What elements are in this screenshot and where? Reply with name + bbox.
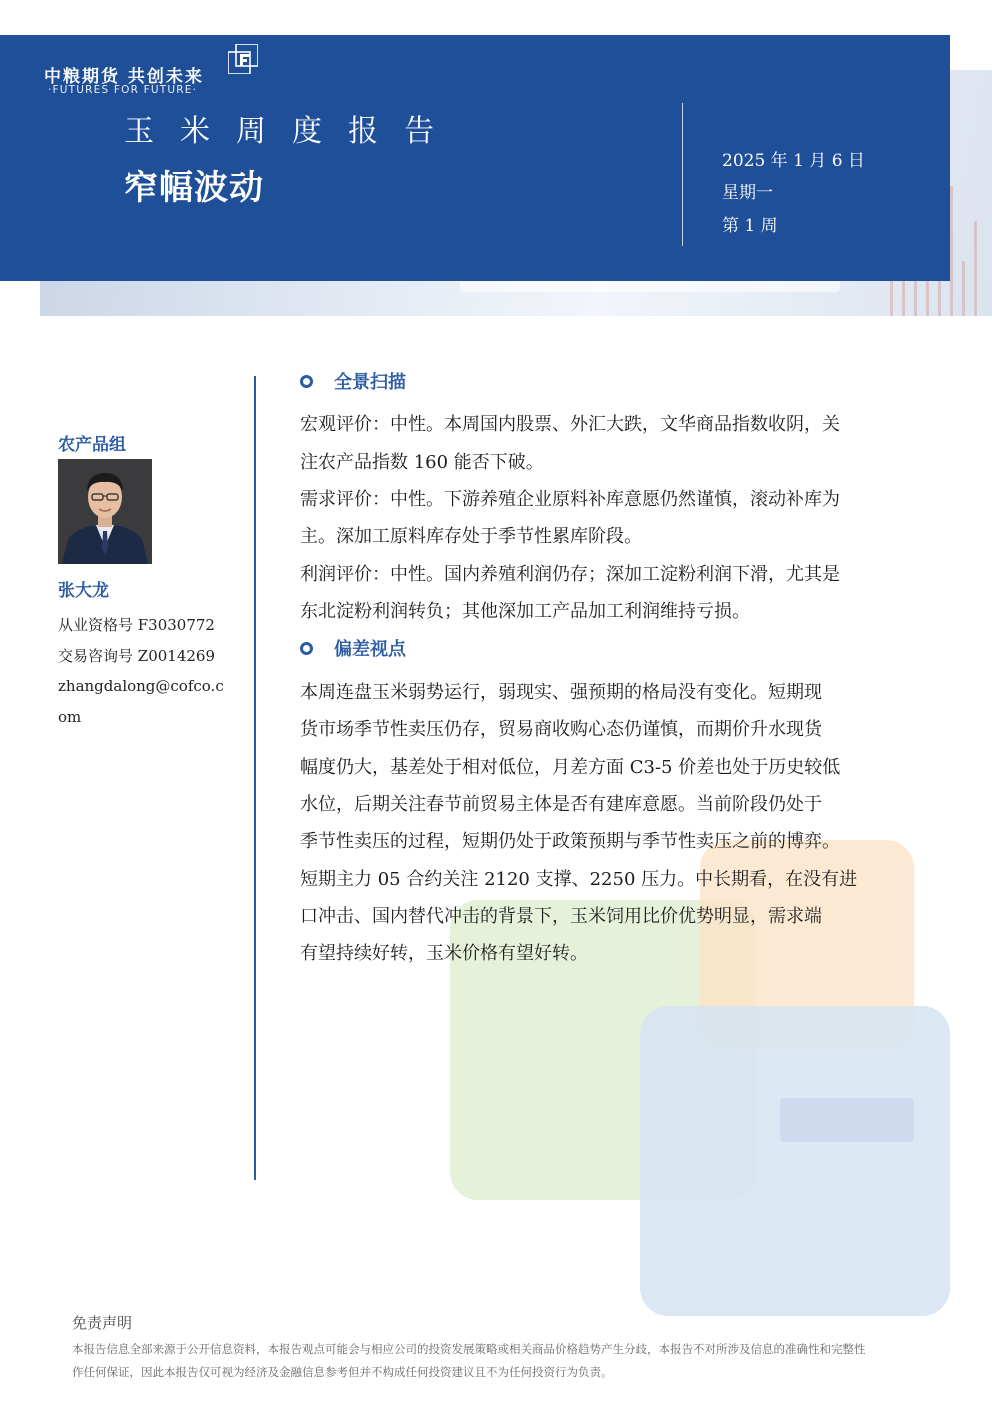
paragraph-line: 需求评价：中性。下游养殖企业原料补库意愿仍然谨慎，滚动补库为	[300, 489, 840, 510]
paragraph-line: 短期主力 05 合约关注 2120 支撑、2250 压力。中长期看，在没有进	[300, 869, 858, 890]
paragraph-line: 口冲击、国内替代冲击的背景下，玉米饲用比价优势明显，需求端	[300, 906, 822, 927]
disclaimer-line: 本报告信息全部来源于公开信息资料，本报告观点可能会与相应公司的投资发展策略或相关商品价格趋势产生分歧，本报告不对所涉及信息的准确性和完整性	[72, 1342, 866, 1356]
group-label: 农产品组	[58, 435, 126, 455]
report-date: 2025 年 1 月 6 日	[722, 151, 865, 171]
paragraph-line: 东北淀粉利润转负；其他深加工产品加工利润维持亏损。	[300, 601, 750, 622]
paragraph-line: 本周连盘玉米弱势运行，弱现实、强预期的格局没有变化。短期现	[300, 682, 822, 703]
author-name: 张大龙	[58, 581, 109, 601]
disclaimer-line: 作任何保证，因此本报告仅可视为经济及金融信息参考但并不构成任何投资建议且不为任何投资行为负责。	[72, 1365, 613, 1379]
paragraph-line: 货市场季节性卖压仍存，贸易商收购心态仍谨慎，而期价升水现货	[300, 719, 822, 740]
decor-bar	[780, 1098, 914, 1142]
section-title: 偏差视点	[334, 639, 406, 660]
author-email-line2[interactable]: om	[58, 708, 82, 726]
report-weekday: 星期一	[722, 183, 773, 203]
section-header-deviation	[300, 635, 406, 661]
qualification-number: 从业资格号 F3030772	[58, 616, 215, 634]
author-avatar	[58, 459, 152, 564]
logo-text-en: ·FUTURES FOR FUTURE·	[48, 84, 198, 96]
disclaimer-title: 免责声明	[72, 1314, 133, 1332]
circle-bullet-icon	[300, 375, 313, 388]
banner-divider	[682, 103, 683, 246]
consulting-number: 交易咨询号 Z0014269	[58, 647, 215, 665]
paragraph-line: 水位，后期关注春节前贸易主体是否有建库意愿。当前阶段仍处于	[300, 794, 822, 815]
author-email-line1[interactable]: zhangdalong@cofco.c	[58, 677, 224, 695]
paragraph-line: 宏观评价：中性。本周国内股票、外汇大跌，文华商品指数收阴，关	[300, 414, 840, 435]
logo-mark-icon	[228, 44, 258, 74]
paragraph-line: 主。深加工原料库存处于季节性累库阶段。	[300, 526, 642, 547]
decor-square-blue	[640, 1006, 950, 1316]
logo-text-cn: 中粮期货 共创未来	[44, 67, 204, 87]
paragraph-line: 季节性卖压的过程，短期仍处于政策预期与季节性卖压之前的博弈。	[300, 831, 840, 852]
paragraph-line: 幅度仍大，基差处于相对低位，月差方面 C3-5 价差也处于历史较低	[300, 757, 841, 778]
report-week: 第 1 周	[722, 216, 778, 236]
report-title: 玉米周度报告	[124, 114, 460, 149]
paragraph-line: 有望持续好转，玉米价格有望好转。	[300, 943, 588, 964]
section-title: 全景扫描	[334, 372, 406, 393]
paragraph-line: 利润评价：中性。国内养殖利润仍存；深加工淀粉利润下滑，尤其是	[300, 564, 840, 585]
sidebar-divider	[254, 376, 256, 1180]
report-subtitle: 窄幅波动	[124, 168, 264, 208]
circle-bullet-icon	[300, 642, 313, 655]
paragraph-line: 注农产品指数 160 能否下破。	[300, 452, 544, 473]
section-header-overview	[300, 368, 406, 394]
